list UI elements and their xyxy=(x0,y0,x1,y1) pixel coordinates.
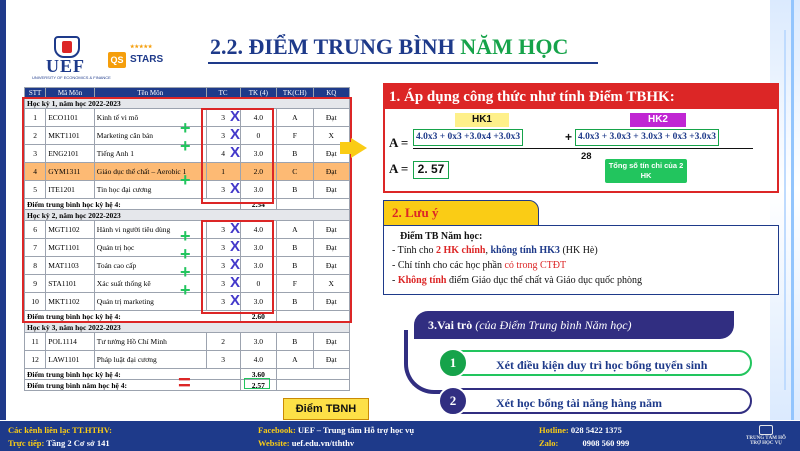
footer-direct-value: Tầng 2 Cơ sở 141 xyxy=(46,438,110,448)
cross-mark-icon: X xyxy=(230,238,241,255)
cell-grade-4: 3.0 xyxy=(240,333,276,351)
cell-course-name: Tư tưởng Hồ Chí Minh xyxy=(94,333,206,351)
uef-logo xyxy=(32,36,111,80)
cell-credits: 3 xyxy=(206,221,240,239)
cell-course-code: MGT1101 xyxy=(46,239,95,257)
cell-course-name: Marketing căn bản xyxy=(94,127,206,145)
qs-stars-text: STARS xyxy=(130,54,164,65)
cell-grade-4: 0 xyxy=(240,275,276,293)
semester-label: Học kỳ 3, năm học 2022-2023 xyxy=(25,322,350,333)
notes-line-4-post: điểm Giáo dục thể chất và Giáo dục quốc phòng xyxy=(446,275,642,286)
cell-stt: 11 xyxy=(25,333,46,351)
cell-course-code: ENG2101 xyxy=(46,145,95,163)
cell-grade-letter: C xyxy=(277,163,313,181)
footer-website[interactable] xyxy=(258,438,354,448)
cell-credits: 2 xyxy=(206,333,240,351)
cell-course-name: Tiếng Anh 1 xyxy=(94,145,206,163)
role-item-2: Xét học bổng tài năng hàng năm xyxy=(446,388,752,414)
footer-website-label: Website: xyxy=(258,438,290,448)
cell-course-code: MKT1101 xyxy=(46,127,95,145)
section-formula xyxy=(383,83,779,193)
cross-mark-icon: X xyxy=(230,126,241,143)
cell-credits: 3 xyxy=(206,275,240,293)
notes-line-2-post: (HK Hè) xyxy=(559,245,598,256)
cell-grade-4: 4.0 xyxy=(240,109,276,127)
cell-course-name: Pháp luật đại cương xyxy=(94,351,206,369)
cell-grade-letter: B xyxy=(277,181,313,199)
cell-course-name: Tin học đại cương xyxy=(94,181,206,199)
role-item-1-number: 1 xyxy=(438,348,468,378)
table-row xyxy=(25,351,350,369)
cell-course-name: Quản trị học xyxy=(94,239,206,257)
qs-stars-rating: ★★★★★ xyxy=(130,44,153,50)
notes-line-4 xyxy=(392,273,770,288)
footer-direct-label: Trực tiếp: xyxy=(8,438,45,448)
cross-mark-icon: X xyxy=(230,274,241,291)
header-grade-letter: TK(CH) xyxy=(277,88,313,98)
cell-stt: 12 xyxy=(25,351,46,369)
year-avg-spacer xyxy=(277,380,350,391)
cell-grade-letter: B xyxy=(277,145,313,163)
section-notes-tab: 2. Lưu ý xyxy=(383,200,539,226)
cell-course-name: Giáo dục thể chất – Aerobic 1 xyxy=(94,163,206,181)
plus-mark-icon: + xyxy=(180,262,191,282)
table-row xyxy=(25,333,350,351)
plus-mark-icon: + xyxy=(180,226,191,246)
footer-hotline xyxy=(539,425,622,435)
fraction-line xyxy=(413,148,753,149)
cell-result: Đạt xyxy=(313,163,350,181)
cell-result: X xyxy=(313,127,350,145)
cell-credits: 3 xyxy=(206,109,240,127)
section-role-heading xyxy=(414,311,734,339)
footer-contact-label: Các kênh liên lạc TT.HTHV: xyxy=(8,425,112,435)
notes-line-2 xyxy=(392,243,770,258)
footer-zalo-label: Zalo: xyxy=(539,438,559,448)
semester-avg-spacer xyxy=(277,369,350,380)
qs-stars-logo xyxy=(108,44,188,74)
notes-line-3 xyxy=(392,258,770,273)
plus-mark-icon: + xyxy=(180,244,191,264)
cell-result: Đạt xyxy=(313,351,350,369)
section-formula-heading: 1. Áp dụng công thức như tính Điểm TBHK: xyxy=(385,85,777,109)
formula-a-label: A = xyxy=(389,135,409,150)
footer-facebook[interactable] xyxy=(258,425,414,435)
hk2-tag: HK2 xyxy=(630,113,686,127)
footer-zalo-value: 0908 560 999 xyxy=(582,438,630,448)
plus-mark-icon: + xyxy=(180,280,191,300)
cell-course-name: Xác suất thống kê xyxy=(94,275,206,293)
cell-course-code: LAW1101 xyxy=(46,351,95,369)
title-underline xyxy=(208,62,598,64)
cell-result: Đạt xyxy=(313,109,350,127)
notes-line-1: Điểm TB Năm học: xyxy=(400,231,483,242)
footer-logo-text: TRUNG TÂM HỖ TRỢ HỌC VỤ xyxy=(746,436,786,446)
plus-mark-icon: + xyxy=(180,118,191,138)
cell-grade-4: 3.0 xyxy=(240,239,276,257)
left-accent-bar xyxy=(0,0,6,420)
cross-mark-icon: X xyxy=(230,292,241,309)
cell-course-code: ITE1201 xyxy=(46,181,95,199)
cell-stt: 4 xyxy=(25,163,46,181)
cell-grade-4: 3.0 xyxy=(240,293,276,311)
section-role-heading-main: 3.Vai trò xyxy=(428,318,473,332)
qs-box: QS xyxy=(108,52,126,68)
cell-stt: 5 xyxy=(25,181,46,199)
notes-line-2-red: 2 HK chính xyxy=(435,245,486,256)
cell-grade-4: 3.0 xyxy=(240,257,276,275)
uef-logo-subtitle: UNIVERSITY OF ECONOMICS & FINANCE xyxy=(32,75,111,80)
semester-avg-value: 2.60 xyxy=(240,311,276,322)
cross-mark-icon: X xyxy=(230,108,241,125)
cell-result: Đạt xyxy=(313,257,350,275)
cell-credits: 3 xyxy=(206,257,240,275)
cell-grade-letter: F xyxy=(277,275,313,293)
cell-course-code: MKT1102 xyxy=(46,293,95,311)
header-course-name: Tên Môn xyxy=(94,88,206,98)
cell-course-code: STA1101 xyxy=(46,275,95,293)
cell-stt: 10 xyxy=(25,293,46,311)
header-result: KQ xyxy=(313,88,350,98)
footer-zalo xyxy=(539,438,629,448)
cell-course-name: Kinh tế vi mô xyxy=(94,109,206,127)
header-stt: STT xyxy=(25,88,46,98)
plus-mark-icon: + xyxy=(180,136,191,156)
section-role-heading-italic: (của Điểm Trung bình Năm học) xyxy=(475,318,632,332)
tbnh-label: Điểm TBNH xyxy=(283,398,369,420)
page-title-highlight: NĂM HỌC xyxy=(460,34,569,59)
cross-mark-icon: X xyxy=(230,220,241,237)
cell-result: Đạt xyxy=(313,181,350,199)
cross-mark-icon: X xyxy=(230,180,241,197)
cell-credits: 4 xyxy=(206,145,240,163)
table-header-row xyxy=(25,88,350,98)
semester-avg-label: Điểm trung bình học kỳ hệ 4: xyxy=(25,369,241,380)
cell-course-code: GYM1311 xyxy=(46,163,95,181)
header-course-code: Mã Môn xyxy=(46,88,95,98)
notes-line-3-pre: - Chỉ tính cho các học phần xyxy=(392,260,505,271)
header-credits: TC xyxy=(206,88,240,98)
cell-stt: 7 xyxy=(25,239,46,257)
cell-course-name: Quản trị marketing xyxy=(94,293,206,311)
formula-plus: + xyxy=(565,130,573,144)
footer-website-value[interactable]: uef.edu.vn/tththv xyxy=(291,438,355,448)
role-item-2-number: 2 xyxy=(438,386,468,416)
cell-grade-letter: B xyxy=(277,333,313,351)
cell-grade-4: 0 xyxy=(240,127,276,145)
cell-stt: 1 xyxy=(25,109,46,127)
footer-logo xyxy=(742,425,790,449)
uef-logo-mark xyxy=(54,36,80,58)
semester-avg-label: Điểm trung bình học kỳ hệ 4: xyxy=(25,199,241,210)
credits-note: Tổng số tín chỉ của 2 HK xyxy=(605,159,687,183)
page-title-main: 2.2. ĐIỂM TRUNG BÌNH xyxy=(210,34,455,59)
footer-hotline-value: 028 5422 1375 xyxy=(570,425,622,435)
formula-result: 2. 57 xyxy=(413,161,449,179)
cell-course-code: POL1114 xyxy=(46,333,95,351)
plus-mark-icon: + xyxy=(180,170,191,190)
cross-mark-icon: X xyxy=(230,144,241,161)
cell-grade-letter: B xyxy=(277,257,313,275)
uef-logo-text: UEF xyxy=(46,56,85,76)
cell-stt: 8 xyxy=(25,257,46,275)
cell-result: Đạt xyxy=(313,293,350,311)
year-avg-highlight xyxy=(244,378,270,389)
semester-avg-value: 3.60 xyxy=(240,369,276,380)
cell-grade-letter: A xyxy=(277,351,313,369)
cell-course-code: ECO1101 xyxy=(46,109,95,127)
formula-hk1-numerator: 4.0x3 + 0x3 +3.0x4 +3.0x3 xyxy=(413,129,523,146)
equals-mark: = xyxy=(178,370,191,395)
notes-line-2-blue: không tính HK3 xyxy=(490,245,560,256)
notes-line-4-red: Không tính xyxy=(397,275,447,286)
section-notes xyxy=(383,225,779,295)
year-avg-label: Điểm trung bình năm học hệ 4: xyxy=(25,380,241,391)
footer-hotline-label: Hotline: xyxy=(539,425,569,435)
footer-direct xyxy=(8,438,110,448)
cell-stt: 2 xyxy=(25,127,46,145)
arrow-icon xyxy=(351,138,367,158)
cell-result: X xyxy=(313,275,350,293)
cell-grade-letter: A xyxy=(277,221,313,239)
role-item-1: Xét điều kiện duy trì học bổng tuyển sinh xyxy=(446,350,752,376)
cell-grade-letter: F xyxy=(277,127,313,145)
formula-a-result-label: A = xyxy=(389,161,409,176)
cell-course-code: MAT1103 xyxy=(46,257,95,275)
cell-course-name: Toán cao cấp xyxy=(94,257,206,275)
footer xyxy=(0,421,800,451)
cell-result: Đạt xyxy=(313,221,350,239)
cell-result: Đạt xyxy=(313,333,350,351)
formula-hk2-numerator: 4.0x3 + 3.0x3 + 3.0x3 + 0x3 +3.0x3 xyxy=(575,129,719,146)
notes-line-3-red: có trong CTĐT xyxy=(504,260,567,271)
formula-denominator: 28 xyxy=(581,151,592,162)
cell-stt: 9 xyxy=(25,275,46,293)
cell-course-code: MGT1102 xyxy=(46,221,95,239)
cell-grade-4: 4.0 xyxy=(240,351,276,369)
semester-avg-label: Điểm trung bình học kỳ hệ 4: xyxy=(25,311,241,322)
cell-grade-4: 4.0 xyxy=(240,221,276,239)
footer-logo-mark xyxy=(759,425,773,435)
cell-grade-4: 3.0 xyxy=(240,145,276,163)
semester-avg-value: 2.54 xyxy=(240,199,276,210)
cell-stt: 3 xyxy=(25,145,46,163)
cell-grade-letter: B xyxy=(277,293,313,311)
cell-credits: 3 xyxy=(206,239,240,257)
cell-grade-4: 3.0 xyxy=(240,181,276,199)
cell-grade-letter: B xyxy=(277,239,313,257)
semester-label: Học kỳ 1, năm học 2022-2023 xyxy=(25,98,350,109)
cell-grade-4: 2.0 xyxy=(240,163,276,181)
cell-credits: 3 xyxy=(206,181,240,199)
cell-credits: 3 xyxy=(206,127,240,145)
page-title xyxy=(210,34,568,60)
cross-mark-icon: X xyxy=(230,256,241,273)
cell-course-name: Hành vi người tiêu dùng xyxy=(94,221,206,239)
footer-facebook-label: Facebook: xyxy=(258,425,296,435)
semester-row xyxy=(25,322,350,333)
cell-result: Đạt xyxy=(313,145,350,163)
semester-label: Học kỳ 2, năm học 2022-2023 xyxy=(25,210,350,221)
cell-credits: 1 xyxy=(206,163,240,181)
notes-line-2-mid: , xyxy=(485,245,491,256)
cell-result: Đạt xyxy=(313,239,350,257)
year-avg-value: 2.57 xyxy=(240,380,276,391)
hk1-tag: HK1 xyxy=(455,113,509,127)
cell-credits: 3 xyxy=(206,351,240,369)
notes-line-2-pre: - Tính cho xyxy=(392,245,436,256)
cell-credits: 3 xyxy=(206,293,240,311)
header-grade-4: TK (4) xyxy=(240,88,276,98)
footer-facebook-value[interactable]: UEF – Trung tâm Hỗ trợ học vụ xyxy=(297,425,415,435)
cell-stt: 6 xyxy=(25,221,46,239)
cell-grade-letter: A xyxy=(277,109,313,127)
notes-line-4-pre: - xyxy=(392,275,398,286)
right-decoration xyxy=(770,0,800,420)
